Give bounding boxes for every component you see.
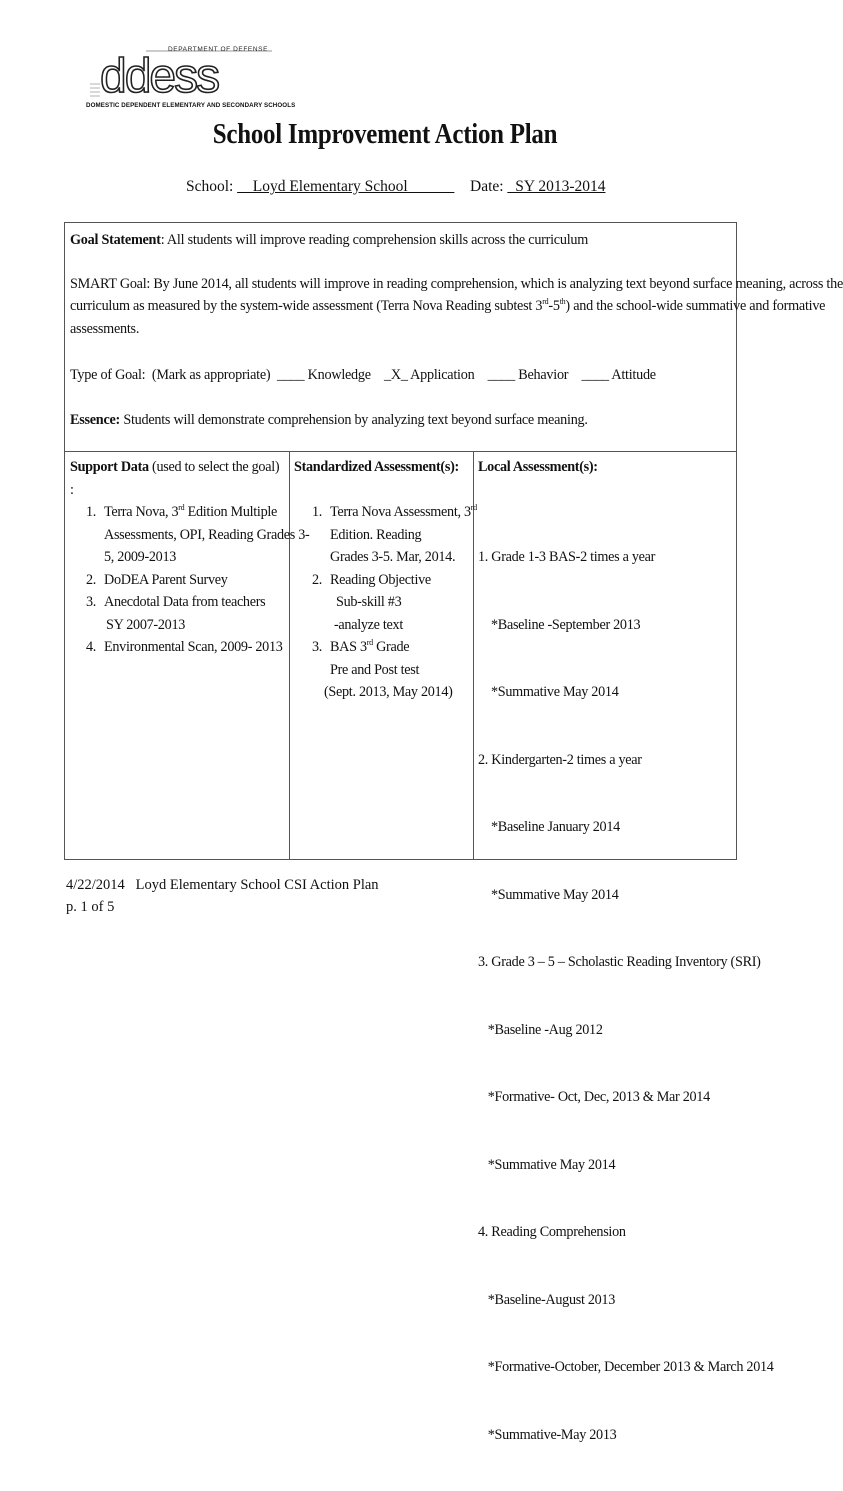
item-text: Environmental Scan, 2009- 2013	[104, 639, 283, 655]
item-number: 3.	[312, 639, 323, 655]
logo-subtitle: DOMESTIC DEPENDENT ELEMENTARY AND SECONDARY SCHOOLS	[86, 102, 296, 109]
item-sup: rd	[470, 503, 477, 512]
column-divider	[289, 452, 290, 859]
item-text: Edition. Reading	[330, 526, 422, 543]
item-number: 1.	[312, 504, 323, 520]
ddess-logo	[86, 42, 296, 114]
page-title: School Improvement Action Plan	[212, 118, 558, 150]
smart-goal-line-2	[70, 295, 825, 318]
support-data-heading-note: (used to select the goal)	[148, 459, 280, 475]
type-of-goal: Type of Goal: (Mark as appropriate) ____ Knowledge _X_ Application ____ Behavior ____ Attitude	[70, 367, 656, 383]
local-line: *Summative May 2014	[478, 1156, 616, 1173]
goal-section	[64, 222, 843, 452]
item-text: Pre and Post test	[330, 661, 420, 678]
local-line: *Baseline January 2014	[478, 819, 620, 835]
item-text: Reading Objective	[330, 571, 431, 588]
support-item	[86, 501, 310, 569]
item-text: Terra Nova, 3	[104, 504, 179, 520]
date-value: _SY 2013-2014	[507, 178, 606, 195]
support-data-heading-label: Support Data	[70, 459, 149, 475]
column-divider	[473, 452, 474, 859]
item-text: Grade	[372, 639, 410, 655]
smart-goal-text-a: curriculum as measured by the system-wide assessment (Terra Nova Reading subtest 3	[70, 298, 543, 314]
date-field	[470, 178, 605, 196]
smart-goal-text-c: ) and the school-wide summative and formative	[565, 298, 826, 314]
school-field	[186, 178, 454, 196]
local-line: 2. Kindergarten-2 times a year	[478, 751, 642, 768]
local-line: *Formative- Oct, Dec, 2013 & Mar 2014	[478, 1089, 710, 1105]
standardized-item	[312, 569, 470, 637]
item-text: Edition Multiple	[184, 504, 278, 520]
item-text: DoDEA Parent Survey	[104, 571, 228, 588]
date-label: Date:	[470, 178, 504, 195]
logo-wordmark: ddess	[100, 50, 219, 103]
item-text: Anecdotal Data from teachers	[104, 594, 266, 610]
standardized-item	[312, 636, 470, 704]
local-assessment-list	[478, 501, 774, 1491]
smart-goal-sup-1: rd	[542, 297, 549, 306]
item-text: -analyze text	[334, 616, 403, 633]
essence	[70, 409, 588, 432]
local-line: 3. Grade 3 – 5 – Scholastic Reading Inventory (SRI)	[478, 954, 761, 970]
local-line: *Summative-May 2013	[478, 1426, 617, 1443]
item-number: 1.	[86, 504, 97, 520]
local-line: *Summative May 2014	[478, 684, 619, 700]
local-heading: Local Assessment(s):	[478, 459, 598, 475]
item-sup: rd	[178, 503, 185, 512]
support-data-heading	[70, 456, 285, 479]
local-assessment-column	[478, 456, 774, 1491]
page-number: p. 1 of 5	[66, 899, 115, 915]
item-text: Assessments, OPI, Reading Grades 3-	[104, 526, 310, 543]
item-text: 5, 2009-2013	[104, 549, 177, 565]
logo-department: DEPARTMENT OF DEFENSE	[168, 46, 269, 53]
item-sup: rd	[366, 638, 373, 647]
local-line: *Baseline -Aug 2012	[478, 1021, 603, 1038]
item-text: BAS 3	[330, 639, 367, 655]
footer-title: 4/22/2014 Loyd Elementary School CSI Action Plan	[66, 877, 379, 893]
item-number: 4.	[86, 639, 97, 655]
standardized-item	[312, 501, 477, 569]
item-text: Grades 3-5. Mar, 2014.	[330, 549, 456, 565]
smart-goal-sup-2: th	[559, 297, 566, 306]
item-number: 2.	[86, 571, 97, 588]
item-text: Terra Nova Assessment, 3	[330, 504, 471, 520]
item-text: Sub-skill #3	[336, 594, 402, 610]
essence-text: Students will demonstrate comprehension by analyzing text beyond surface meaning.	[120, 412, 588, 428]
essence-label: Essence:	[70, 412, 121, 428]
support-data-column	[70, 456, 310, 659]
local-line: 1. Grade 1-3 BAS-2 times a year	[478, 549, 656, 565]
smart-goal-text-b: -5	[548, 298, 560, 314]
page-footer	[66, 874, 379, 918]
support-item	[86, 569, 286, 592]
local-line: *Baseline -September 2013	[478, 616, 641, 633]
goal-statement-text: : All students will improve reading comprehension skills across the curriculum	[160, 232, 589, 248]
school-value: __Loyd Elementary School______	[237, 178, 455, 195]
support-item	[86, 636, 286, 659]
local-line: *Baseline-August 2013	[478, 1291, 616, 1308]
goal-statement	[70, 229, 588, 252]
support-item	[86, 591, 286, 636]
school-label: School:	[186, 178, 234, 195]
local-line: 4. Reading Comprehension	[478, 1224, 626, 1240]
item-text: SY 2007-2013	[106, 616, 186, 633]
goal-statement-label: Goal Statement	[70, 232, 161, 248]
item-text: (Sept. 2013, May 2014)	[324, 684, 453, 700]
item-number: 3.	[86, 594, 97, 610]
item-number: 2.	[312, 571, 323, 588]
standardized-heading: Standardized Assessment(s):	[294, 459, 459, 475]
standardized-assessment-column	[294, 456, 477, 704]
smart-goal-line-1: SMART Goal: By June 2014, all students will improve in reading comprehension, which is analyzing text beyond surface meaning, across the	[70, 276, 843, 292]
local-line: *Summative May 2014	[478, 886, 619, 903]
smart-goal-line-3: assessments.	[70, 321, 140, 337]
support-data-colon: :	[70, 481, 74, 498]
local-line: *Formative-October, December 2013 & March 2014	[478, 1359, 774, 1375]
